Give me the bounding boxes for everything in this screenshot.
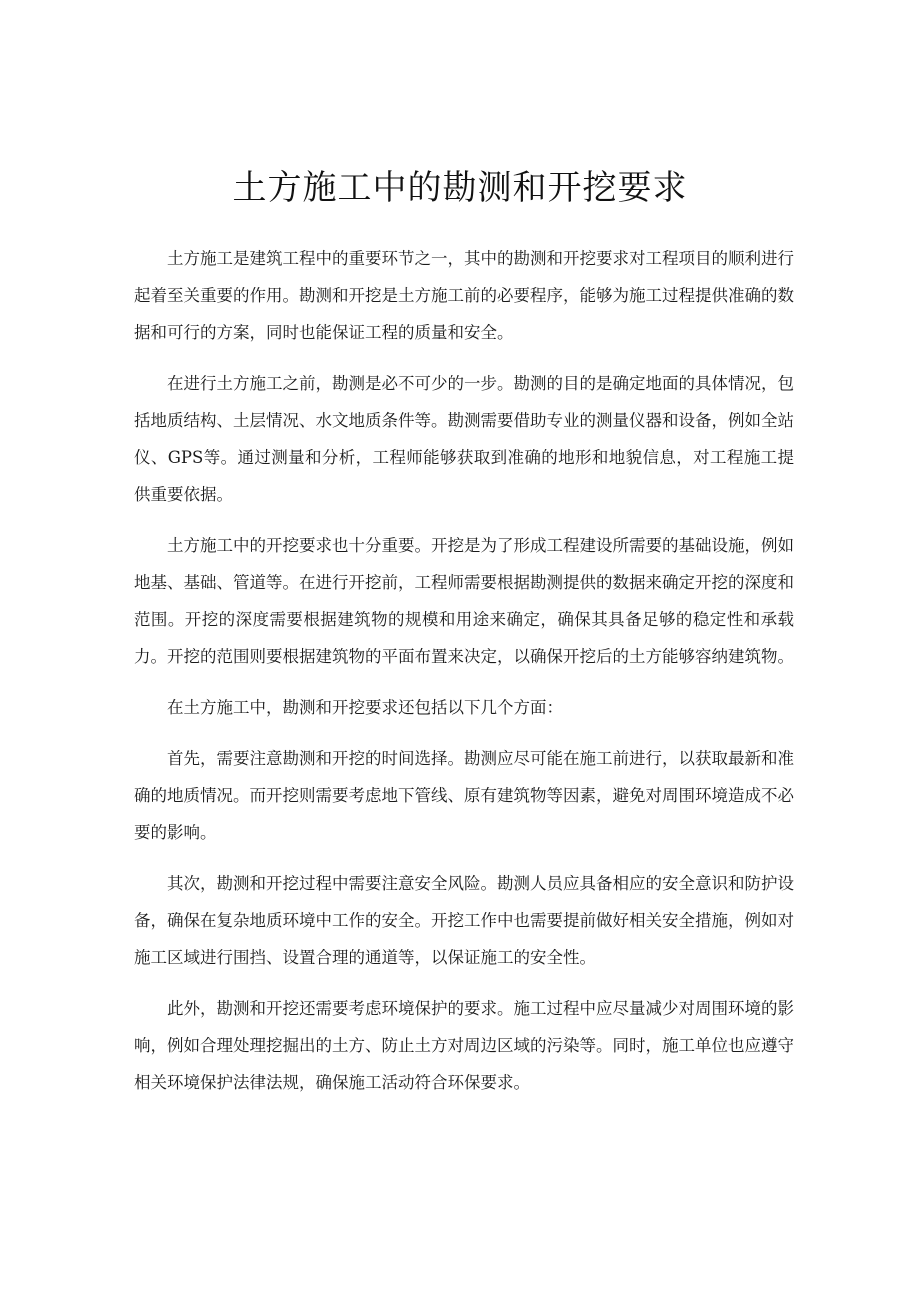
paragraph-safety: 其次，勘测和开挖过程中需要注意安全风险。勘测人员应具备相应的安全意识和防护设备，确保在复杂地质环境中工作的安全。开挖工作中也需要提前做好相关安全措施，例如对施工区域进行围挡、设置合理的通道等，以保证施工的安全性。 [134,874,794,967]
document-body [134,240,794,1115]
paragraph-timing: 首先，需要注意勘测和开挖的时间选择。勘测应尽可能在施工前进行，以获取最新和准确的地质情况。而开挖则需要考虑地下管线、原有建筑物等因素，避免对周围环境造成不必要的影响。 [134,749,794,842]
paragraph-aspects-intro: 在土方施工中，勘测和开挖要求还包括以下几个方面： [167,698,563,717]
paragraph-intro: 土方施工是建筑工程中的重要环节之一，其中的勘测和开挖要求对工程项目的顺利进行起着至关重要的作用。勘测和开挖是土方施工前的必要程序，能够为施工过程提供准确的数据和可行的方案，同时也能保证工程的质量和安全。 [134,249,794,342]
paragraph-excavation: 土方施工中的开挖要求也十分重要。开挖是为了形成工程建设所需要的基础设施，例如地基、基础、管道等。在进行开挖前，工程师需要根据勘测提供的数据来确定开挖的深度和范围。开挖的深度需要根据建筑物的规模和用途来确定，确保其具备足够的稳定性和承载力。开挖的范围则要根据建筑物的平面布置来决定，以确保开挖后的土方能够容纳建筑物。 [134,536,794,666]
paragraph-survey: 在进行土方施工之前，勘测是必不可少的一步。勘测的目的是确定地面的具体情况，包括地质结构、土层情况、水文地质条件等。勘测需要借助专业的测量仪器和设备，例如全站仪、GPS等。通过测量和分析，工程师能够获取到准确的地形和地貌信息，对工程施工提供重要依据。 [134,374,794,504]
document-title: 土方施工中的勘测和开挖要求 [232,168,688,208]
paragraph-environment: 此外，勘测和开挖还需要考虑环境保护的要求。施工过程中应尽量减少对周围环境的影响，例如合理处理挖掘出的土方、防止土方对周边区域的污染等。同时，施工单位也应遵守相关环境保护法律法规，确保施工活动符合环保要求。 [134,999,794,1092]
